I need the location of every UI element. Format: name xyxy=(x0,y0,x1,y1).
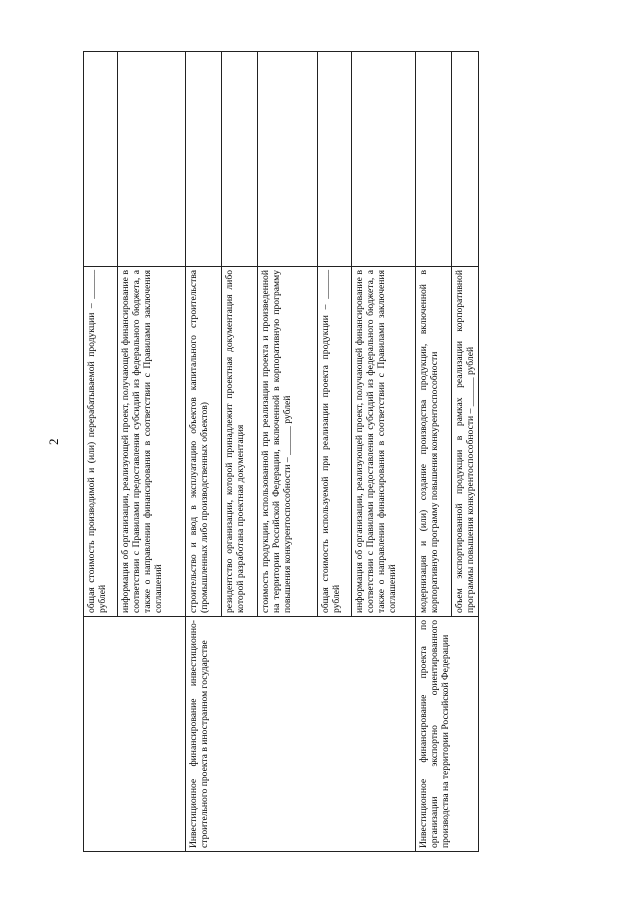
table-row xyxy=(84,52,118,852)
item-cell: информация об организации, реализующей проект, получающей финансирование в соответствии с Правилами предоставления субсидий из федерального бюджета, а также о направлении финансирования в соответствии с Правилами заключения соглашений xyxy=(352,267,416,617)
empty-cell xyxy=(118,52,186,267)
empty-cell xyxy=(84,52,118,267)
page-number: 2 xyxy=(46,438,61,445)
item-cell: информация об организации, реализующей проект, получающей финансирование в соответствии с Правилами предоставления субсидий из федерального бюджета, а также о направлении финансирования в соответствии с Правилами заключения соглашений xyxy=(118,267,186,617)
item-cell: общая стоимость производимой и (или) перерабатываемой продукции – ______ рублей xyxy=(84,267,118,617)
empty-cell xyxy=(352,52,416,267)
item-cell: резидентство организации, которой принадлежит проектная документация либо которой разработана проектная документация xyxy=(222,267,258,617)
item-cell: объем экспортированной продукции в рамках реализации корпоративной программы повышения конкурентоспособности – ______ рублей xyxy=(452,267,479,617)
measures-table xyxy=(83,51,479,852)
item-cell: стоимость продукции, использованной при реализации проекта и произведенной на территории Российской Федерации, включенной в корпоративную программу повышения конкурентоспособности – ______ рублей xyxy=(258,267,318,617)
rotated-table-wrapper xyxy=(83,52,476,852)
table-row xyxy=(186,52,222,852)
empty-cell xyxy=(222,52,258,267)
item-cell: модернизация и (или) создание производства продукции, включенной в корпоративную программу повышения конкурентоспособности xyxy=(416,267,452,617)
table-row xyxy=(416,52,452,852)
empty-cell xyxy=(186,52,222,267)
empty-cell xyxy=(258,52,318,267)
section-cell xyxy=(84,617,186,852)
empty-cell xyxy=(318,52,352,267)
empty-cell xyxy=(452,52,479,267)
item-cell: строительство и ввод в эксплуатацию объектов капитального строительства (промышленных либо производственных объектов) xyxy=(186,267,222,617)
section-cell: Инвестиционное финансирование инвестиционно-строительного проекта в иностранном государстве xyxy=(186,617,416,852)
empty-cell xyxy=(416,52,452,267)
section-cell: Инвестиционное финансирование проекта по организации экспортно ориентированного производства на территории Российской Федерации xyxy=(416,617,479,852)
item-cell: общая стоимость используемой при реализации проекта продукции – ______ рублей xyxy=(318,267,352,617)
